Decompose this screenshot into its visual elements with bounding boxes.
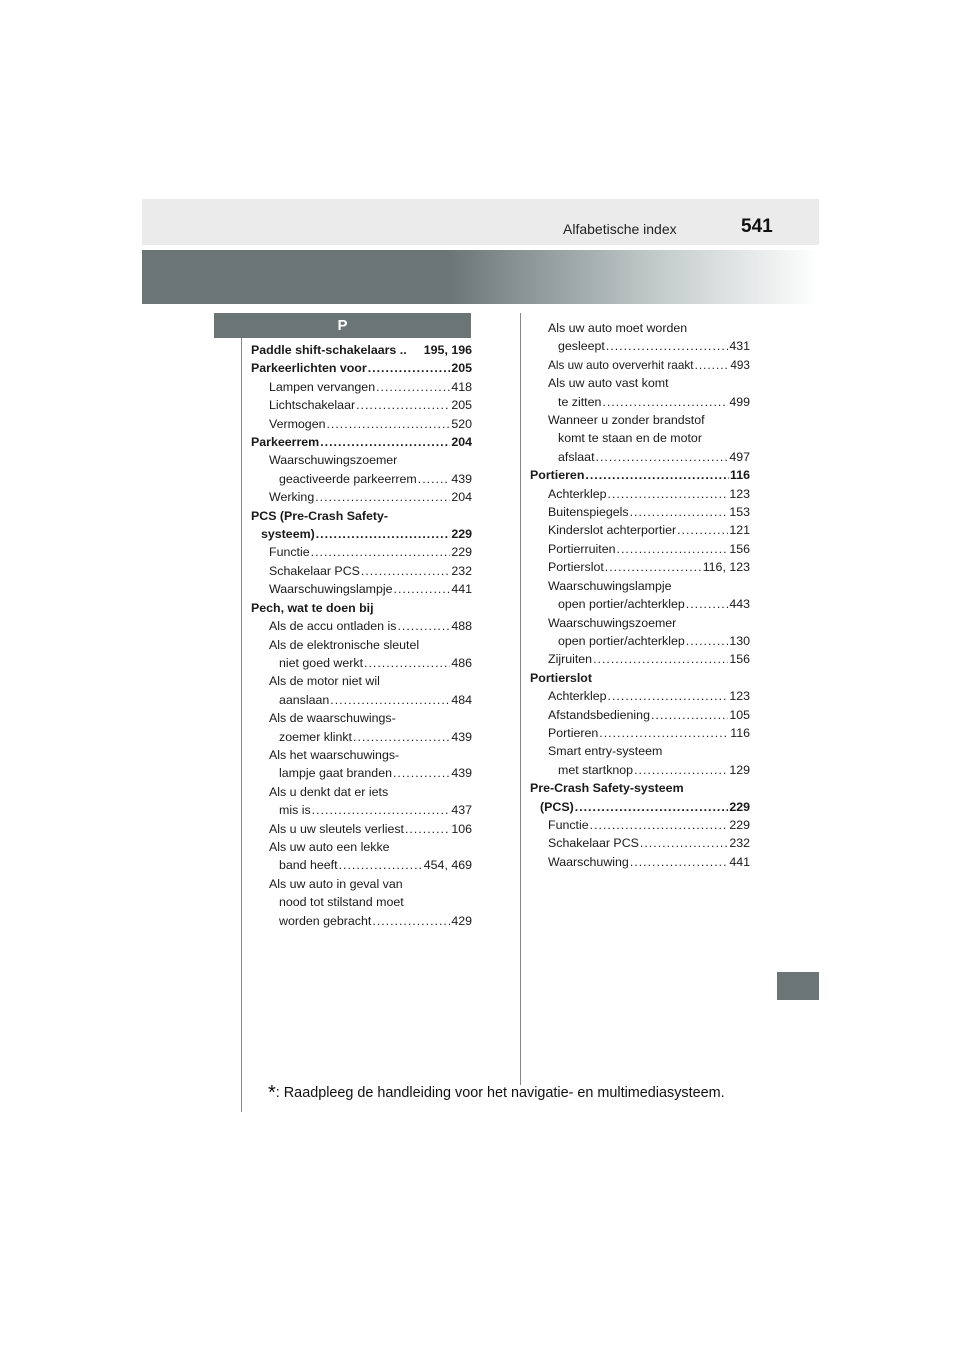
index-text-line: Pech, wat te doen bij — [251, 600, 374, 615]
entry-page-ref: 229 — [729, 799, 750, 814]
index-text-line: Als uw auto vast komt — [548, 376, 669, 391]
index-entry — [530, 724, 750, 742]
entry-page-ref: 429 — [451, 913, 472, 928]
entry-page-ref: 454, 469 — [423, 858, 472, 873]
dot-leader — [677, 521, 728, 539]
entry-page-ref: 156 — [729, 541, 750, 556]
index-text-line: Waarschuwingszoemer — [269, 453, 398, 468]
index-text-line: Als uw auto moet worden — [548, 321, 688, 335]
entry-page-ref: 488 — [451, 619, 472, 634]
entry-term: Functie — [548, 817, 589, 832]
chapter-side-tab — [777, 972, 819, 1000]
index-entry — [530, 356, 750, 374]
index-text-line: nood tot stilstand moet — [279, 895, 404, 910]
dot-leader — [630, 503, 729, 521]
entry-term: gesleept — [558, 339, 605, 354]
index-entry — [530, 798, 750, 816]
dot-leader — [372, 912, 450, 930]
entry-page-ref: 497 — [729, 449, 750, 464]
entry-page-ref: 486 — [451, 655, 472, 670]
entry-term: Schakelaar PCS — [548, 836, 639, 851]
dot-leader — [364, 654, 450, 672]
dot-leader — [608, 485, 729, 503]
entry-term: Paddle shift-schakelaars .. — [251, 343, 407, 357]
entry-page-ref: 229 — [729, 817, 750, 832]
index-text-line: PCS (Pre-Crash Safety- — [251, 508, 389, 523]
dot-leader — [605, 558, 702, 576]
dot-leader — [353, 728, 450, 746]
index-entry — [530, 558, 750, 576]
entry-term: Parkeerlichten voor — [251, 361, 367, 376]
section-title: Alfabetische index — [563, 221, 677, 237]
entry-page-ref: 232 — [451, 563, 472, 578]
index-text-line: komt te staan en de motor — [558, 431, 702, 446]
entry-page-ref: 443 — [729, 597, 750, 612]
dot-leader — [312, 801, 451, 819]
index-text-line: Smart entry-systeem — [548, 744, 663, 759]
entry-term: met startknop — [558, 762, 634, 777]
index-entry — [251, 912, 472, 930]
index-entry — [251, 764, 472, 782]
entry-page-ref: 441 — [729, 854, 750, 869]
decorative-gradient-band — [142, 250, 819, 304]
entry-term: afslaat — [558, 449, 595, 464]
entry-page-ref: 204 — [451, 435, 472, 450]
entry-page-ref: 129 — [729, 762, 750, 777]
entry-page-ref: 499 — [729, 394, 750, 409]
index-entry — [530, 540, 750, 558]
index-text-line: Wanneer u zonder brandstof — [548, 413, 705, 428]
index-entry — [530, 687, 750, 705]
entry-page-ref: 121 — [729, 523, 750, 538]
dot-leader — [356, 396, 450, 414]
dot-leader — [686, 632, 729, 650]
entry-page-ref: 195, 196 — [423, 343, 472, 357]
dot-leader — [376, 378, 450, 396]
index-text-line: Portierslot — [530, 670, 592, 685]
entry-page-ref: 106 — [451, 821, 472, 836]
entry-page-ref: 205 — [451, 398, 472, 413]
index-text-line: Als u denkt dat er iets — [269, 784, 389, 799]
index-entry — [251, 801, 472, 819]
entry-page-ref: 439 — [451, 729, 472, 744]
index-text-line: Als het waarschuwings- — [269, 747, 400, 762]
entry-page-ref: 484 — [451, 692, 472, 707]
dot-leader — [596, 448, 729, 466]
entry-page-ref: 156 — [729, 652, 750, 667]
entry-term: Portieren — [548, 725, 599, 740]
entry-page-ref: 229 — [451, 545, 472, 560]
index-entry — [251, 543, 472, 561]
dot-leader — [315, 488, 450, 506]
column-rule-left — [241, 338, 242, 1112]
index-text-line: Als de elektronische sleutel — [269, 637, 420, 652]
entry-term: worden gebracht — [279, 913, 372, 928]
footnote — [268, 1082, 725, 1105]
index-entry — [251, 580, 472, 598]
index-text-line: Waarschuwingszoemer — [548, 615, 677, 630]
dot-leader — [593, 650, 728, 668]
dot-leader — [590, 816, 729, 834]
dot-leader — [640, 834, 728, 852]
dot-leader — [397, 617, 450, 635]
entry-page-ref: 153 — [729, 505, 750, 520]
index-text-line: Als de motor niet wil — [269, 674, 380, 689]
index-entry — [530, 466, 750, 484]
dot-leader — [608, 687, 729, 705]
index-entry — [251, 378, 472, 396]
dot-leader — [418, 470, 451, 488]
index-entry — [251, 470, 472, 488]
dot-leader — [602, 393, 728, 411]
index-text-line: Pre-Crash Safety-systeem — [530, 781, 684, 796]
entry-term: open portier/achterklep — [558, 597, 685, 612]
index-entry — [251, 525, 472, 543]
index-entry — [530, 761, 750, 779]
index-letter-heading: P — [214, 313, 471, 338]
entry-page-ref: 439 — [451, 766, 472, 781]
index-text-line: Waarschuwingslampje — [548, 578, 672, 593]
index-entry — [530, 448, 750, 466]
index-entry — [251, 654, 472, 672]
entry-term: Als u uw sleutels verliest — [269, 821, 404, 836]
entry-page-ref: 123 — [729, 486, 750, 501]
index-entry — [530, 816, 750, 834]
entry-page-ref: 439 — [451, 471, 472, 486]
entry-term: mis is — [279, 803, 311, 818]
index-entry — [251, 820, 472, 838]
index-entry — [530, 834, 750, 852]
entry-page-ref: 493 — [730, 357, 750, 372]
entry-page-ref: 437 — [451, 803, 472, 818]
entry-term: Werking — [269, 490, 315, 505]
entry-page-ref: 520 — [451, 416, 472, 431]
footnote-text: : Raadpleeg de handleiding voor het navigatie- en multimediasysteem. — [275, 1085, 725, 1101]
entry-term: te zitten — [558, 394, 602, 409]
index-entry — [530, 632, 750, 650]
dot-leader — [606, 337, 728, 355]
entry-page-ref: 205 — [451, 361, 472, 376]
entry-page-ref: 130 — [729, 633, 750, 648]
index-entry — [530, 853, 750, 871]
entry-term: Afstandsbediening — [548, 707, 650, 722]
index-column-right — [530, 319, 750, 871]
page-number: 541 — [741, 216, 773, 237]
index-entry — [251, 488, 472, 506]
index-entry — [530, 393, 750, 411]
entry-term: band heeft — [279, 858, 338, 873]
entry-term: (PCS) — [540, 799, 574, 814]
index-entry — [251, 433, 472, 451]
entry-term: Portierslot — [548, 560, 604, 575]
entry-term: Als de accu ontladen is — [269, 619, 397, 634]
entry-term: Waarschuwingslampje — [269, 582, 393, 597]
entry-term: Buitenspiegels — [548, 505, 629, 520]
entry-term: lampje gaat branden — [279, 766, 392, 781]
index-entry — [251, 415, 472, 433]
entry-term: Portierruiten — [548, 541, 616, 556]
entry-term: open portier/achterklep — [558, 633, 685, 648]
entry-page-ref: 418 — [451, 379, 472, 394]
dot-leader — [326, 415, 450, 433]
dot-leader — [695, 356, 730, 374]
index-entry — [251, 856, 472, 874]
index-entry — [251, 396, 472, 414]
entry-term: niet goed werkt — [279, 655, 364, 670]
dot-leader — [634, 761, 728, 779]
column-rule-middle — [520, 313, 521, 1085]
dot-leader — [394, 580, 451, 598]
entry-page-ref: 441 — [451, 582, 472, 597]
entry-page-ref: 431 — [729, 339, 750, 354]
index-text-line: Als uw auto een lekke — [269, 839, 390, 854]
entry-term: Achterklep — [548, 689, 607, 704]
footnote-marker: * — [268, 1082, 276, 1104]
index-entry — [251, 728, 472, 746]
entry-page-ref: 116, 123 — [702, 560, 750, 575]
index-entry — [530, 503, 750, 521]
entry-term: Achterklep — [548, 486, 607, 501]
entry-term: Schakelaar PCS — [269, 563, 360, 578]
dot-leader — [599, 724, 729, 742]
dot-leader — [405, 820, 450, 838]
entry-term: Lichtschakelaar — [269, 398, 356, 413]
entry-page-ref: 204 — [451, 490, 472, 505]
index-entry — [251, 359, 472, 377]
entry-page-ref: 232 — [729, 836, 750, 851]
dot-leader — [630, 853, 729, 871]
entry-term: Zijruiten — [548, 652, 593, 667]
dot-leader — [316, 525, 451, 543]
index-entry — [530, 337, 750, 355]
entry-term: Lampen vervangen — [269, 379, 376, 394]
index-entry — [530, 521, 750, 539]
entry-term: systeem) — [261, 527, 315, 542]
dot-leader — [686, 595, 729, 613]
index-text-line: Als de waarschuwings- — [269, 711, 396, 726]
index-entry — [530, 595, 750, 613]
dot-leader — [368, 359, 451, 377]
entry-page-ref: 229 — [451, 527, 472, 542]
entry-term: Parkeerrem — [251, 435, 320, 450]
entry-term: zoemer klinkt — [279, 729, 352, 744]
dot-leader — [361, 562, 450, 580]
entry-page-ref: 116 — [730, 725, 750, 740]
entry-term: Kinderslot achterportier — [548, 523, 677, 538]
entry-term: geactiveerde parkeerrem — [279, 471, 417, 486]
entry-page-ref: 116 — [730, 468, 750, 483]
index-entry — [251, 562, 472, 580]
dot-leader — [330, 691, 450, 709]
dot-leader — [339, 856, 423, 874]
entry-page-ref: 105 — [729, 707, 750, 722]
index-column-left — [251, 341, 472, 930]
index-entry — [530, 650, 750, 668]
dot-leader — [320, 433, 450, 451]
dot-leader — [311, 543, 451, 561]
entry-term: Vermogen — [269, 416, 326, 431]
dot-leader — [585, 466, 729, 484]
header-bar — [142, 199, 819, 245]
entry-term: Als uw auto oververhit raakt — [548, 357, 694, 372]
dot-leader — [575, 798, 729, 816]
index-entry — [530, 485, 750, 503]
entry-page-ref: 123 — [729, 689, 750, 704]
dot-leader — [617, 540, 729, 558]
entry-term: aanslaan — [279, 692, 330, 707]
index-entry — [251, 691, 472, 709]
dot-leader — [393, 764, 450, 782]
index-entry — [251, 617, 472, 635]
entry-term: Portieren — [530, 468, 585, 483]
index-text-line: Als uw auto in geval van — [269, 876, 403, 891]
index-entry — [251, 341, 472, 359]
dot-leader — [651, 706, 728, 724]
entry-term: Functie — [269, 545, 310, 560]
index-entry — [530, 706, 750, 724]
entry-term: Waarschuwing — [548, 854, 629, 869]
